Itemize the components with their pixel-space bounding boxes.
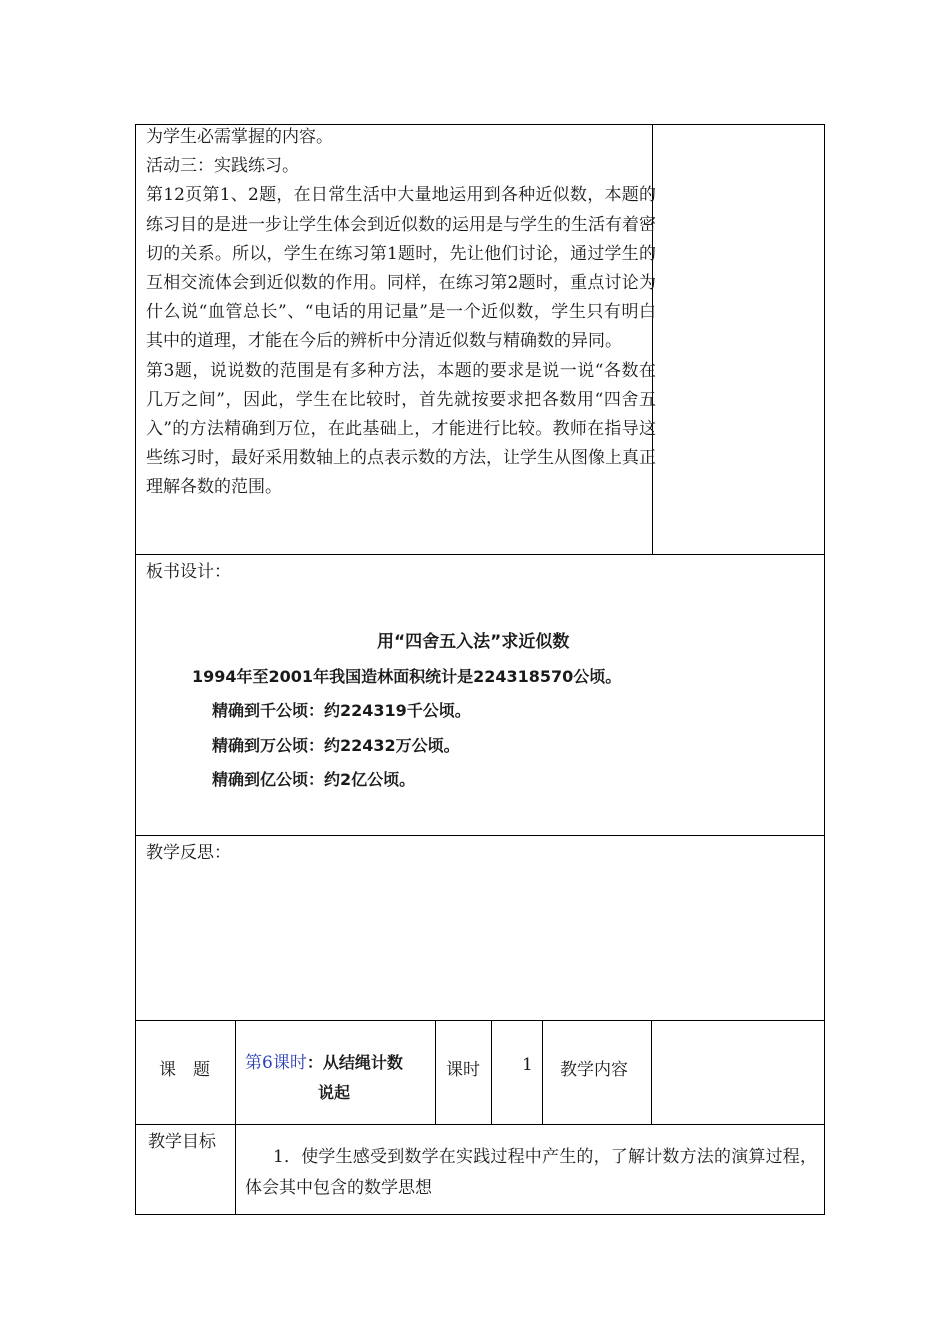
board-line: 精确到亿公顷：约2亿公顷。 (212, 770, 416, 789)
paragraph: 为学生必需掌握的内容。 (146, 127, 333, 147)
title-part: 说起 (318, 1083, 351, 1102)
hours-label: 课时 (446, 1060, 480, 1080)
hours-value: 1 (522, 1055, 533, 1075)
topic-label: 课 题 (159, 1060, 210, 1080)
paragraph: 活动三：实践练习。 (146, 156, 299, 177)
title-part: ：从结绳计数 (306, 1053, 403, 1072)
activity-text (146, 123, 656, 503)
board-title: 用“四舍五入法”求近似数 (377, 632, 570, 652)
goals-text: 1．使学生感受到数学在实践过程中产生的，了解计数方法的演算过程，体会其中包含的数学思想 (245, 1147, 817, 1198)
paragraph: 第12页第1、2题，在日常生活中大量地运用到各种近似数，本题的练习目的是进一步让学生体会到近似数的运用是与学生的生活有着密切的关系。所以，学生在练习第1题时，先让他们讨论，通过学生的互相交流体会到近似数的作用。同样，在练习第2题时，重点讨论为什么说“血管总长”、“电话的用记量”是一个近似数，学生只有明白其中的道理，才能在今后的辨析中分清近似数与精确数的异同。 (146, 185, 656, 352)
lesson-title (245, 1048, 433, 1108)
period-prefix: 第6课时 (245, 1053, 307, 1073)
goals-label: 教学目标 (148, 1132, 216, 1152)
reflection-label: 教学反思： (146, 843, 231, 863)
content-label: 教学内容 (560, 1060, 628, 1080)
board-line: 精确到千公顷：约224319千公顷。 (212, 701, 471, 720)
paragraph: 第3题，说说数的范围是有多种方法，本题的要求是说一说“各数在几万之间”，因此，学生在比较时，首先就按要求把各数用“四舍五入”的方法精确到万位，在此基础上，才能进行比较。教师在指导这些练习时，最好采用数轴上的点表示数的方法，让学生从图像上真正理解各数的范围。 (146, 360, 656, 498)
lesson-table (135, 124, 825, 1215)
board-design-label: 板书设计： (146, 562, 231, 582)
board-line: 精确到万公顷：约22432万公顷。 (212, 736, 460, 755)
board-line: 1994年至2001年我国造林面积统计是224318570公顷。 (192, 667, 622, 686)
